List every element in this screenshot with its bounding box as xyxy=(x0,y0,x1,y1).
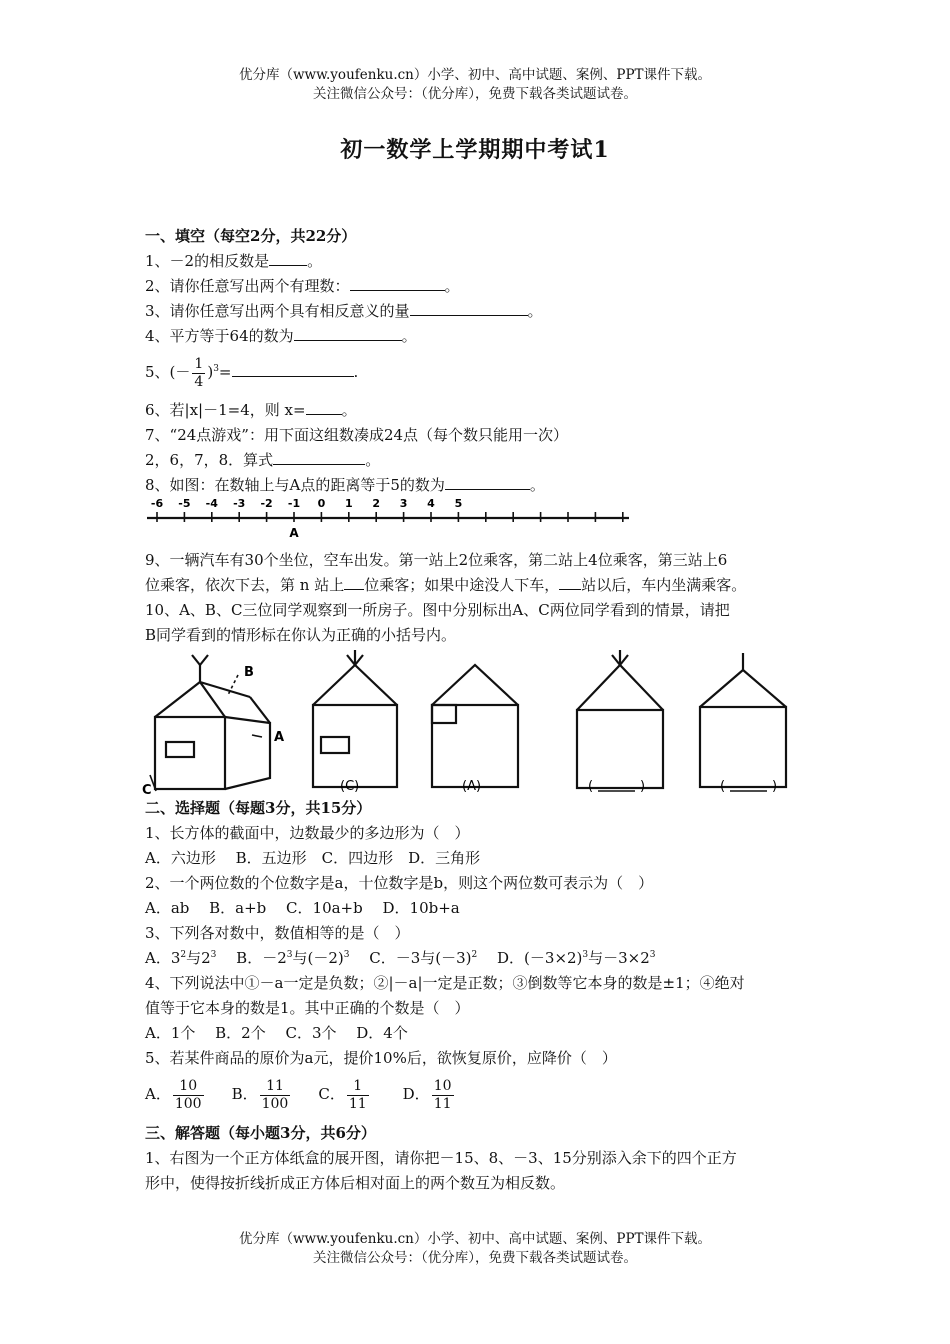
choice-q5-a-fraction xyxy=(173,1078,204,1113)
fill-q4-end: 。 xyxy=(401,327,417,345)
choice-q5-b-label: B． xyxy=(231,1085,258,1103)
fill-q6-text: 6、若|x|－1=4，则 x= xyxy=(145,401,306,419)
answer-q1-line1: 1、右图为一个正方体纸盒的展开图，请你把－15、8、－3、15分别添入余下的四个正方 xyxy=(145,1149,737,1167)
fill-q2-blank xyxy=(350,276,445,291)
fill-q5-denominator: 4 xyxy=(194,373,204,390)
choice-q5-b-num: 11 xyxy=(260,1078,291,1096)
fill-q7b-end: 。 xyxy=(365,451,381,469)
number-line-tick-label: -4 xyxy=(205,497,218,510)
choice-q3-a-exp2: 3 xyxy=(210,950,217,960)
choice-q3-c: C．－3与(－3) xyxy=(349,949,472,967)
answer-q1-line2: 形中，使得按折线折成正方体后相对面上的两个数互为相反数。 xyxy=(145,1174,566,1192)
house-view-c xyxy=(313,650,397,787)
choice-q5-a-label: A． xyxy=(145,1085,171,1103)
fill-q8-blank xyxy=(445,475,530,490)
fill-q7b xyxy=(145,450,380,470)
caption-option-4-close: ) xyxy=(772,779,778,794)
fill-q8-text: 8、如图：在数轴上与A点的距离等于5的数为 xyxy=(145,476,445,494)
caption-option-3-close: ) xyxy=(640,779,646,794)
choice-q3-a: A．3 xyxy=(145,949,181,967)
choice-q3-b: B．－2 xyxy=(216,949,287,967)
choice-q5-b-den: 100 xyxy=(261,1095,289,1112)
number-line-tick-label: 1 xyxy=(344,497,353,510)
caption-option-4-open: ( xyxy=(720,779,726,794)
number-line-tick-label: 2 xyxy=(372,497,381,510)
fill-q9-part2: 位乘客；如果中途没人下车， xyxy=(364,576,560,594)
fill-q5-end: . xyxy=(353,363,359,381)
fill-q3-end: 。 xyxy=(527,302,543,320)
choice-q2: 2、一个两位数的个位数字是a，十位数字是b，则这个两位数可表示为（ ） xyxy=(145,874,654,892)
choice-q4-line1: 4、下列说法中①－a一定是负数；②|－a|一定是正数；③倒数等它本身的数是±1；④绝对 xyxy=(145,974,745,992)
choice-q3-b-exp1: 3 xyxy=(286,950,293,960)
fill-q4-blank xyxy=(294,326,402,341)
house-label-c: C xyxy=(142,783,152,798)
house-view-option-3 xyxy=(577,650,663,788)
fill-q10-line1: 10、A、B、C三位同学观察到一所房子。图中分别标出A、C两位同学看到的情景，请把 xyxy=(145,601,730,619)
fill-q10-line2: B同学看到的情形标在你认为正确的小括号内。 xyxy=(145,626,457,644)
fill-q8-end: 。 xyxy=(529,476,545,494)
number-line-tick-label: -1 xyxy=(287,497,301,510)
fill-q1-text: 1、－2的相反数是 xyxy=(145,252,270,270)
fill-q6-end: 。 xyxy=(341,401,357,419)
fill-q9-line2 xyxy=(145,575,746,595)
choice-q5-d-fraction xyxy=(432,1078,454,1113)
house-label-b: B xyxy=(244,665,254,680)
fill-q5-exponent: 3 xyxy=(213,364,219,374)
fill-q8 xyxy=(145,475,545,495)
header-line-1: 优分库（www.youfenku.cn）小学、初中、高中试题、案例、PPT课件下载。 xyxy=(238,67,712,83)
number-line xyxy=(145,494,635,542)
choice-q3-c-exp: 2 xyxy=(471,950,478,960)
fill-q3-blank xyxy=(410,301,528,316)
choice-q1: 1、长方体的截面中，边数最少的多边形为（ ） xyxy=(145,824,470,842)
fill-q4 xyxy=(145,326,417,346)
fill-q9-part3: 站以后，车内坐满乘客。 xyxy=(581,576,747,594)
house-label-a: A xyxy=(274,730,285,745)
choice-q5-a-den: 100 xyxy=(174,1095,202,1112)
fill-q3 xyxy=(145,301,543,321)
fill-q9-blank1 xyxy=(344,575,364,590)
choice-q3-d-exp2: 3 xyxy=(649,950,656,960)
fill-q1-end: 。 xyxy=(307,252,323,270)
fill-q1-blank xyxy=(269,251,307,266)
section3-heading: 三、解答题（每小题3分，共6分） xyxy=(145,1124,376,1142)
caption-view-a: (A) xyxy=(462,779,482,794)
house-view-option-4 xyxy=(700,653,786,787)
fill-q2 xyxy=(145,276,460,296)
fill-q7: 7、“24点游戏”：用下面这组数凑成24点（每个数只能用一次） xyxy=(145,426,569,444)
fill-q5-fraction xyxy=(192,356,205,391)
number-line-tick-label: 4 xyxy=(427,497,435,510)
choice-q5-options xyxy=(145,1074,456,1114)
fill-q5 xyxy=(145,354,358,391)
page-title: 初一数学上学期期中考试1 xyxy=(340,137,610,163)
fill-q5-close: ) xyxy=(207,363,214,381)
fill-q9-part1: 位乘客，依次下去，第 n 站上 xyxy=(145,576,345,594)
choice-q5-c-fraction xyxy=(347,1078,369,1113)
fill-q4-text: 4、平方等于64的数为 xyxy=(145,327,294,345)
choice-q3-d-mid: 与－3×2 xyxy=(588,949,650,967)
caption-view-c: (C) xyxy=(340,779,360,794)
footer-line-1: 优分库（www.youfenku.cn）小学、初中、高中试题、案例、PPT课件下载。 xyxy=(238,1231,712,1247)
choice-q5-b-fraction xyxy=(260,1078,291,1113)
choice-q5-d-num: 10 xyxy=(433,1077,452,1094)
number-line-point-a-label: A xyxy=(289,526,299,540)
choice-q5-a-num: 10 xyxy=(173,1078,204,1096)
fill-q3-text: 3、请你任意写出两个具有相反意义的量 xyxy=(145,302,410,320)
choice-q2-options: A．ab B．a+b C．10a+b D．10b+a xyxy=(145,899,460,917)
number-line-tick-label: 0 xyxy=(317,497,326,510)
choice-q3-a-mid: 与2 xyxy=(186,949,211,967)
choice-q3-b-exp2: 3 xyxy=(343,950,350,960)
fill-q6 xyxy=(145,400,357,420)
caption-option-3-open: ( xyxy=(588,779,594,794)
fill-q2-text: 2、请你任意写出两个有理数： xyxy=(145,277,350,295)
choice-q4-options: A．1个 B．2个 C．3个 D．4个 xyxy=(145,1024,408,1042)
fill-q6-blank xyxy=(306,400,342,415)
header-line-2: 关注微信公众号：（优分库），免费下载各类试题试卷。 xyxy=(313,86,637,102)
fill-q7b-text: 2，6，7，8．算式 xyxy=(145,451,274,469)
choice-q3-options xyxy=(145,948,656,968)
number-line-tick-label: 3 xyxy=(399,497,408,510)
choice-q5: 5、若某件商品的原价为a元，提价10%后，欲恢复原价，应降价（ ） xyxy=(145,1049,617,1067)
fill-q5-equals: = xyxy=(218,363,232,381)
fill-q5-numerator: 1 xyxy=(194,355,204,372)
section2-heading: 二、选择题（每题3分，共15分） xyxy=(145,799,372,817)
choice-q5-c-den: 11 xyxy=(348,1095,367,1112)
choice-q5-d-label: D． xyxy=(402,1085,430,1103)
number-line-tick-label: -6 xyxy=(150,497,164,510)
choice-q3-d-exp1: 3 xyxy=(582,950,589,960)
section1-heading: 一、填空（每空2分，共22分） xyxy=(145,227,357,245)
choice-q3-b-mid: 与(－2) xyxy=(292,949,344,967)
choice-q3-d: D．(－3×2) xyxy=(477,949,583,967)
choice-q5-c-num: 1 xyxy=(347,1078,369,1096)
fill-q5-blank xyxy=(232,362,354,377)
number-line-tick-label: -2 xyxy=(260,497,273,510)
choice-q4-line2: 值等于它本身的数是1。其中正确的个数是（ ） xyxy=(145,999,470,1017)
choice-q3-a-exp1: 2 xyxy=(180,950,187,960)
fill-q7-blank xyxy=(273,450,365,465)
fill-q2-end: 。 xyxy=(444,277,460,295)
choice-q3: 3、下列各对数中，数值相等的是（ ） xyxy=(145,924,410,942)
house-views-figure xyxy=(140,645,790,800)
fill-q5-prefix: 5、(－ xyxy=(145,363,191,381)
choice-q1-options: A．六边形 B．五边形 C．四边形 D．三角形 xyxy=(145,849,481,867)
number-line-tick-label: -3 xyxy=(233,497,246,510)
fill-q9-line1: 9、一辆汽车有30个坐位，空车出发。第一站上2位乘客，第二站上4位乘客，第三站上6 xyxy=(145,551,728,569)
number-line-tick-label: 5 xyxy=(454,497,463,510)
footer-line-2: 关注微信公众号：（优分库），免费下载各类试题试卷。 xyxy=(313,1250,637,1266)
fill-q9-blank2 xyxy=(559,575,581,590)
number-line-tick-label: -5 xyxy=(178,497,191,510)
fill-q1 xyxy=(145,251,322,271)
choice-q5-c-label: C． xyxy=(318,1085,345,1103)
number-line-labels xyxy=(151,497,462,510)
choice-q5-d-den: 11 xyxy=(433,1095,452,1112)
house-view-a xyxy=(432,665,518,787)
